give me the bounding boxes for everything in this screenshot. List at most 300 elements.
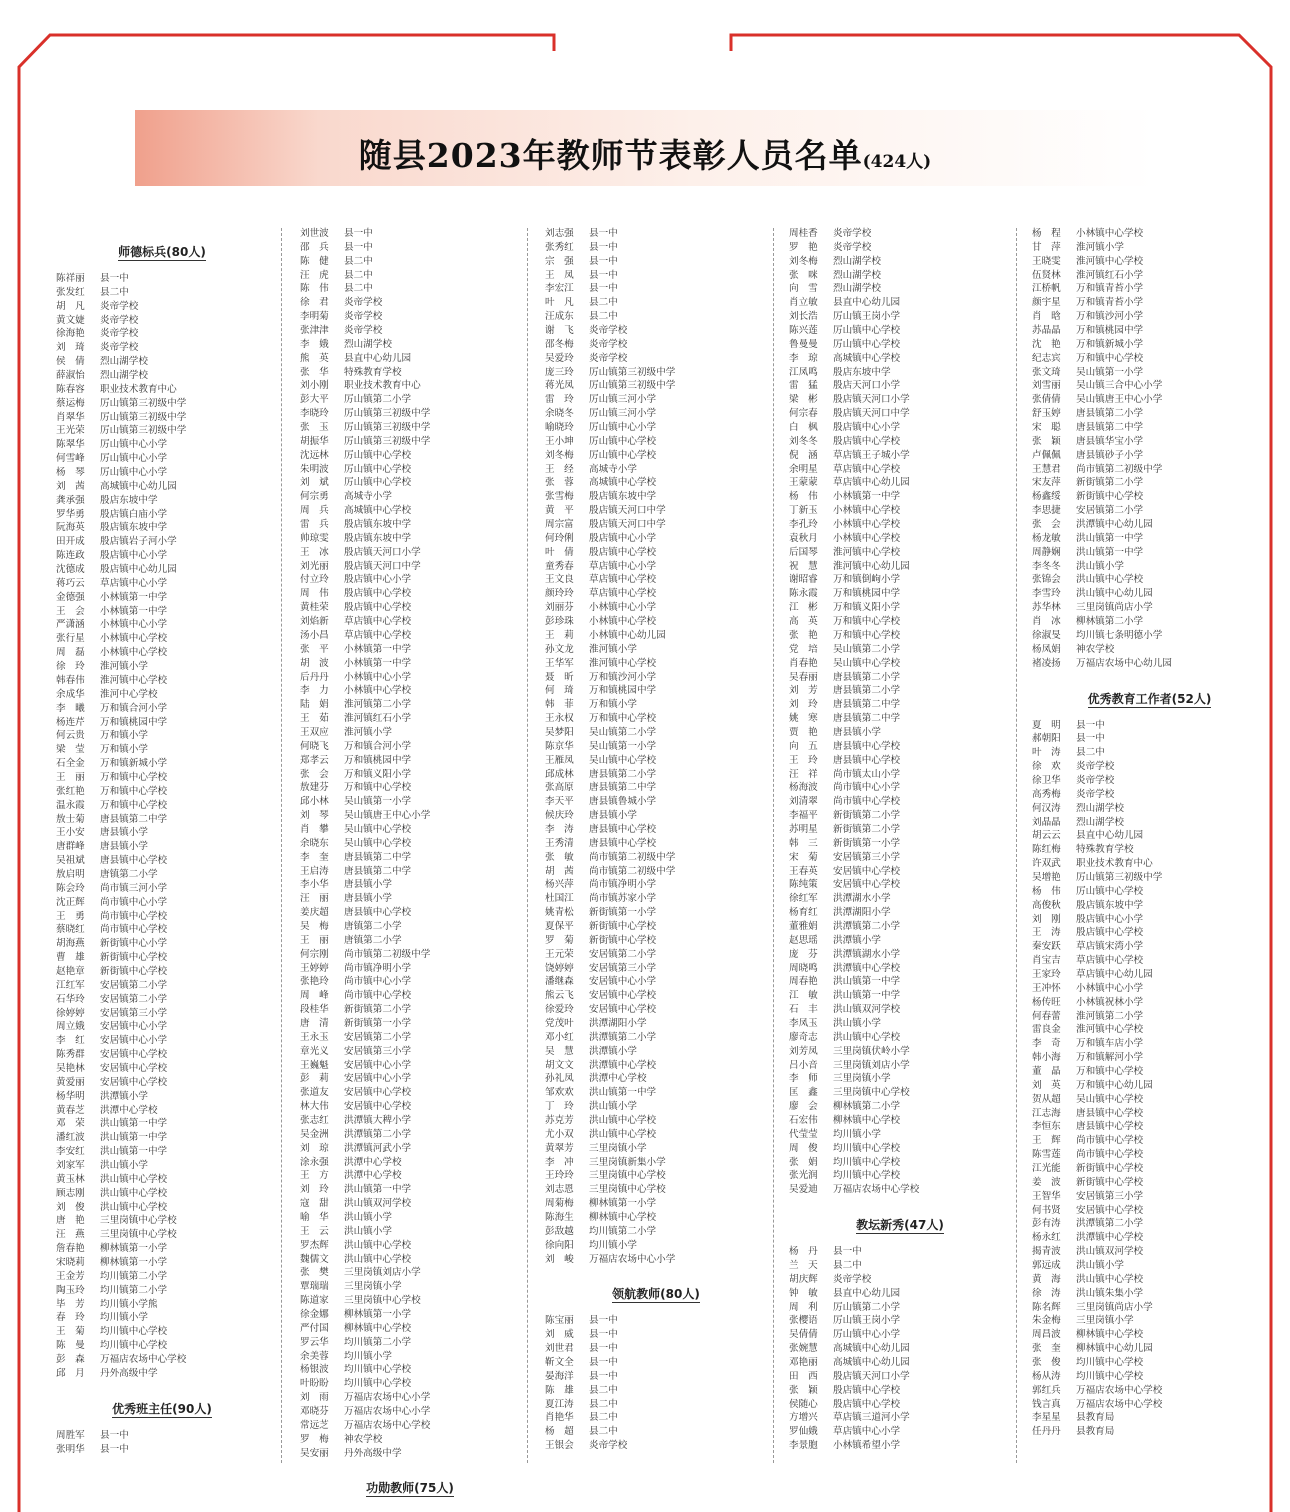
honoree-name: 胡云云 <box>1032 830 1061 842</box>
honoree-school: 小林镇中心学校 <box>833 532 901 544</box>
honoree-school: 小林镇第一中学 <box>344 657 412 669</box>
honoree-row <box>56 1159 268 1173</box>
honoree-row <box>1032 1079 1267 1093</box>
title-count: (424人) <box>862 152 932 172</box>
honoree-row <box>789 671 1011 685</box>
honoree-row <box>56 1228 268 1242</box>
honoree-school: 三里岗镇小学 <box>1076 1315 1134 1327</box>
honoree-school: 厉山镇中心小学 <box>100 439 168 451</box>
honoree-school: 高城镇中心学校 <box>589 477 657 489</box>
honoree-row <box>56 646 268 660</box>
honoree-name: 曹 雄 <box>56 952 85 964</box>
honoree-school: 万和镇中心学校 <box>100 799 168 811</box>
honoree-school: 烈山湖学校 <box>833 283 881 295</box>
honoree-row <box>1032 1356 1267 1370</box>
honoree-name: 张道友 <box>300 1087 329 1099</box>
honoree-name: 何宗刚 <box>300 948 329 960</box>
honoree-school: 吴山镇三合中心小学 <box>1076 380 1163 392</box>
honoree-school: 洪潭镇小学 <box>833 934 881 946</box>
honoree-school: 殷店镇天河口小学 <box>833 394 910 406</box>
honoree-school: 草店镇中心学校 <box>344 629 412 641</box>
column-3 <box>545 227 767 1453</box>
honoree-name: 钱言真 <box>1032 1398 1061 1410</box>
honoree-name: 吴 慧 <box>545 1045 574 1057</box>
honoree-school: 万和镇沙河小学 <box>589 671 657 683</box>
honoree-row <box>1032 476 1267 490</box>
honoree-name: 李 师 <box>789 1073 818 1085</box>
honoree-school: 尚市镇中心学校 <box>344 990 412 1002</box>
honoree-school: 三里岗镇小学 <box>589 1142 647 1154</box>
honoree-name: 龚承强 <box>56 494 85 506</box>
honoree-school: 洪山镇中心学校 <box>344 1253 412 1265</box>
honoree-row <box>789 892 1011 906</box>
honoree-name: 徐 欢 <box>1032 761 1061 773</box>
honoree-school: 殷店镇中心学校 <box>344 588 412 600</box>
honoree-school: 县二中 <box>589 311 618 323</box>
honoree-name: 兰 天 <box>789 1260 818 1272</box>
honoree-name: 肖立敏 <box>789 297 818 309</box>
honoree-row <box>56 480 268 494</box>
honoree-name: 甘 萍 <box>1032 241 1061 253</box>
honoree-row <box>545 407 767 421</box>
honoree-row <box>789 1031 1011 1045</box>
honoree-row <box>56 716 268 730</box>
honoree-row <box>300 920 520 934</box>
honoree-school: 淮河镇中心学校 <box>833 546 901 558</box>
honoree-row <box>1032 241 1267 255</box>
honoree-school: 炎帝学校 <box>100 342 139 354</box>
honoree-school: 厉山镇第三初级中学 <box>1076 871 1163 883</box>
honoree-name: 江 彬 <box>789 602 818 614</box>
honoree-name: 李思捷 <box>1032 505 1061 517</box>
honoree-row <box>545 878 767 892</box>
honoree-row <box>56 1048 268 1062</box>
honoree-name: 邓晓芬 <box>300 1406 329 1418</box>
honoree-school: 小林镇中心小学 <box>100 619 168 631</box>
honoree-school: 洪山镇第一中学 <box>100 1146 168 1158</box>
honoree-row <box>545 476 767 490</box>
honoree-school: 万和镇中心学校 <box>589 713 657 725</box>
honoree-school: 万和镇中心学校 <box>100 785 168 797</box>
honoree-name: 罗 梅 <box>300 1433 329 1445</box>
honoree-name: 张 敏 <box>545 851 574 863</box>
section-header <box>56 1395 268 1423</box>
honoree-school: 厉山镇中心小学 <box>589 422 657 434</box>
honoree-name: 杜国江 <box>545 893 574 905</box>
honoree-row <box>789 1183 1011 1197</box>
honoree-school: 新街镇第二小学 <box>833 810 901 822</box>
honoree-name: 张倩倩 <box>1032 394 1061 406</box>
honoree-row <box>1032 774 1267 788</box>
honoree-row <box>789 241 1011 255</box>
honoree-school: 洪山镇中心学校 <box>589 1115 657 1126</box>
honoree-row <box>56 355 268 369</box>
honoree-row <box>1032 746 1267 760</box>
honoree-name: 胡 凡 <box>56 300 85 312</box>
honoree-row <box>789 768 1011 782</box>
honoree-row <box>56 314 268 328</box>
honoree-name: 倪 涵 <box>789 449 818 461</box>
honoree-name: 王 玲 <box>789 754 818 766</box>
honoree-row <box>56 674 268 688</box>
honoree-row <box>56 1076 268 1090</box>
honoree-school: 洪潭镇中心学校 <box>833 962 901 974</box>
honoree-name: 卢佩佩 <box>1032 449 1061 461</box>
honoree-row <box>789 1287 1011 1301</box>
honoree-name: 邓小红 <box>545 1031 574 1043</box>
honoree-school: 小林镇中心小学 <box>1076 982 1144 994</box>
honoree-row <box>56 1298 268 1312</box>
honoree-school: 洪山镇小学 <box>1076 1260 1124 1272</box>
honoree-name: 宗 强 <box>545 255 574 267</box>
honoree-school: 炎帝学校 <box>344 297 383 309</box>
honoree-school: 唐县镇第二小学 <box>589 768 657 780</box>
honoree-school: 洪山镇中心学校 <box>100 1201 168 1213</box>
honoree-name: 李凤玉 <box>789 1017 818 1029</box>
honoree-name: 雷 兵 <box>300 519 329 531</box>
honoree-row <box>1032 421 1267 435</box>
honoree-name: 张锦会 <box>1032 574 1061 586</box>
honoree-row <box>1032 463 1267 477</box>
honoree-name: 何雪峰 <box>56 453 85 465</box>
honoree-name: 苏克芳 <box>545 1115 574 1126</box>
honoree-row <box>545 1398 767 1412</box>
honoree-name: 杨 伟 <box>1032 885 1061 897</box>
honoree-school: 县一中 <box>100 1429 129 1441</box>
honoree-row <box>789 282 1011 296</box>
honoree-row <box>1032 760 1267 774</box>
honoree-school: 炎帝学校 <box>589 325 628 337</box>
honoree-school: 柳林镇第一小学 <box>100 1257 168 1269</box>
honoree-school: 唐县镇华宝小学 <box>1076 435 1144 447</box>
honoree-school: 唐县镇中心学校 <box>833 754 901 766</box>
honoree-name: 陈会玲 <box>56 882 85 894</box>
honoree-row <box>56 563 268 577</box>
honoree-name: 邱成林 <box>545 768 574 780</box>
honoree-row <box>1032 601 1267 615</box>
honoree-row <box>789 726 1011 740</box>
honoree-school: 殷店镇中心学校 <box>833 1398 901 1410</box>
section-header <box>56 238 268 266</box>
honoree-row <box>300 1308 520 1322</box>
honoree-name: 汪 燕 <box>56 1229 85 1241</box>
honoree-name: 候庆玲 <box>545 810 574 822</box>
honoree-row <box>545 296 767 310</box>
honoree-school: 柳林镇中心学校 <box>1076 1329 1144 1341</box>
honoree-name: 石宏伟 <box>789 1115 818 1126</box>
honoree-school: 炎帝学校 <box>589 352 628 364</box>
honoree-name: 顾志刚 <box>56 1187 85 1199</box>
honoree-name: 靳文全 <box>545 1357 574 1369</box>
honoree-row <box>1032 560 1267 574</box>
honoree-name: 祝 慧 <box>789 560 818 572</box>
honoree-school: 洪山镇小学 <box>833 1017 881 1029</box>
honoree-name: 沈 艳 <box>1032 338 1061 350</box>
honoree-name: 张艳玲 <box>300 976 329 988</box>
honoree-name: 邱小林 <box>300 796 329 808</box>
honoree-row <box>789 352 1011 366</box>
honoree-school: 洪山镇双河学校 <box>833 1004 901 1016</box>
honoree-school: 尚市镇中心学校 <box>100 910 168 922</box>
honoree-name: 汪成东 <box>545 311 574 323</box>
honoree-name: 杨传旺 <box>1032 996 1061 1008</box>
honoree-school: 尚市镇中心学校 <box>1076 1149 1144 1161</box>
honoree-name: 方增兴 <box>789 1412 818 1424</box>
honoree-row <box>300 781 520 795</box>
section-gap <box>1032 671 1267 685</box>
honoree-school: 三里岗镇中心学校 <box>833 1087 910 1099</box>
honoree-row <box>789 1384 1011 1398</box>
honoree-row <box>789 657 1011 671</box>
honoree-row <box>1032 643 1267 657</box>
honoree-school: 万和镇中心学校 <box>344 782 412 794</box>
honoree-name: 严付国 <box>300 1322 329 1334</box>
column-2 <box>300 227 520 1502</box>
honoree-school: 县一中 <box>100 1443 129 1455</box>
honoree-name: 韩小海 <box>1032 1052 1061 1064</box>
honoree-school: 均川镇中心学校 <box>833 1156 901 1168</box>
honoree-name: 王元荣 <box>545 948 574 960</box>
honoree-row <box>545 1003 767 1017</box>
honoree-name: 肖 冰 <box>1032 616 1061 628</box>
honoree-row <box>545 1239 767 1253</box>
honoree-school: 神农学校 <box>1076 643 1115 655</box>
honoree-row <box>300 421 520 435</box>
honoree-school: 厉山镇第三初级中学 <box>589 366 676 378</box>
honoree-row <box>789 684 1011 698</box>
honoree-row <box>56 1214 268 1228</box>
honoree-school: 小林镇中心学校 <box>833 505 901 517</box>
honoree-name: 陈秀群 <box>56 1049 85 1061</box>
honoree-row <box>56 882 268 896</box>
honoree-name: 江桥帆 <box>1032 283 1061 295</box>
honoree-row <box>789 421 1011 435</box>
honoree-name: 刘 琦 <box>56 342 85 354</box>
honoree-school: 淮河镇红石小学 <box>1076 269 1144 281</box>
honoree-name: 徐海艳 <box>56 328 85 340</box>
honoree-row <box>1032 1134 1267 1148</box>
honoree-row <box>56 1311 268 1325</box>
honoree-school: 县二中 <box>344 269 373 281</box>
honoree-school: 殷店镇中心小学 <box>589 532 657 544</box>
honoree-school: 厉山镇中心学校 <box>589 449 657 461</box>
honoree-name: 廖 会 <box>789 1101 818 1113</box>
honoree-row <box>300 449 520 463</box>
honoree-school: 万和镇新城小学 <box>1076 338 1144 350</box>
honoree-name: 李宏江 <box>545 283 574 295</box>
honoree-name: 韩 菲 <box>545 699 574 711</box>
honoree-name: 熊云飞 <box>545 990 574 1002</box>
honoree-school: 县二中 <box>833 1260 862 1272</box>
honoree-name: 王智华 <box>1032 1190 1061 1202</box>
honoree-name: 陈翠华 <box>56 439 85 451</box>
honoree-school: 万福店农场中心小学 <box>589 1253 676 1265</box>
honoree-school: 均川镇中心学校 <box>1076 1357 1144 1369</box>
honoree-row <box>1032 1231 1267 1245</box>
honoree-name: 詹春艳 <box>56 1243 85 1255</box>
honoree-name: 唐 清 <box>300 1017 329 1029</box>
honoree-row <box>545 560 767 574</box>
honoree-school: 职业技术教育中心 <box>344 380 421 392</box>
honoree-row <box>545 1314 767 1328</box>
honoree-school: 均川镇中心学校 <box>344 1364 412 1376</box>
honoree-name: 刘 威 <box>545 1329 574 1341</box>
honoree-row <box>789 407 1011 421</box>
honoree-name: 张秀红 <box>545 241 574 253</box>
honoree-row <box>789 1398 1011 1412</box>
honoree-name: 张 平 <box>300 643 329 655</box>
honoree-name: 苏华林 <box>1032 602 1061 614</box>
honoree-name: 叶盼盼 <box>300 1378 329 1390</box>
honoree-school: 万和镇中心学校 <box>100 771 168 783</box>
honoree-row <box>789 1100 1011 1114</box>
honoree-row <box>545 823 767 837</box>
honoree-name: 覃瑞瑞 <box>300 1281 329 1293</box>
honoree-row <box>300 490 520 504</box>
honoree-row <box>789 1273 1011 1287</box>
honoree-row <box>300 393 520 407</box>
honoree-name: 张 玉 <box>300 422 329 434</box>
honoree-name: 吴爱玲 <box>545 352 574 364</box>
honoree-name: 梁 莹 <box>56 744 85 756</box>
honoree-school: 唐县镇小学 <box>589 810 637 822</box>
honoree-school: 万和镇中心学校 <box>1076 352 1144 364</box>
honoree-school: 淮河镇第二小学 <box>344 699 412 711</box>
honoree-row <box>1032 816 1267 830</box>
honoree-school: 安居镇中心学校 <box>100 1062 168 1074</box>
honoree-row <box>789 1156 1011 1170</box>
honoree-school: 县一中 <box>1076 719 1105 731</box>
honoree-name: 何汉涛 <box>1032 802 1061 814</box>
honoree-name: 吴倩倩 <box>789 1329 818 1341</box>
honoree-name: 胡 茜 <box>545 865 574 877</box>
honoree-row <box>545 1370 767 1384</box>
honoree-school: 洪山镇中心学校 <box>833 1031 901 1043</box>
honoree-row <box>300 712 520 726</box>
honoree-school: 草店镇中心小学 <box>833 1426 901 1438</box>
honoree-school: 县教育局 <box>1076 1412 1115 1424</box>
honoree-name: 揭青波 <box>1032 1246 1061 1258</box>
honoree-school: 殷店镇天河口小学 <box>344 546 421 558</box>
honoree-name: 钟 敏 <box>789 1287 818 1299</box>
honoree-name: 陈道家 <box>300 1295 329 1307</box>
honoree-row <box>545 906 767 920</box>
honoree-row <box>545 1183 767 1197</box>
honoree-row <box>300 1086 520 1100</box>
title-banner <box>135 110 1155 186</box>
honoree-name: 王启涛 <box>300 865 329 877</box>
honoree-row <box>56 591 268 605</box>
honoree-row <box>545 837 767 851</box>
honoree-school: 唐县镇鲁城小学 <box>589 796 657 808</box>
honoree-row <box>545 851 767 865</box>
honoree-name: 张 会 <box>300 768 329 780</box>
honoree-school: 草店镇中心学校 <box>1076 955 1144 967</box>
honoree-row <box>56 438 268 452</box>
honoree-row <box>789 504 1011 518</box>
honoree-name: 刘世波 <box>300 228 329 239</box>
honoree-name: 张高原 <box>545 782 574 794</box>
honoree-name: 白 枫 <box>789 422 818 434</box>
honoree-row <box>300 975 520 989</box>
honoree-school: 县一中 <box>589 1343 618 1355</box>
honoree-name: 褚凌扬 <box>1032 657 1061 669</box>
honoree-school: 县二中 <box>344 283 373 295</box>
honoree-row <box>1032 1037 1267 1051</box>
honoree-row <box>545 629 767 643</box>
honoree-row <box>789 1045 1011 1059</box>
section-header-text: 领航教师(80人) <box>612 1287 700 1302</box>
honoree-row <box>545 352 767 366</box>
honoree-row <box>545 948 767 962</box>
honoree-school: 吴山镇唐王中心小学 <box>344 810 431 822</box>
honoree-row <box>1032 1190 1267 1204</box>
honoree-row <box>545 241 767 255</box>
honoree-school: 厉山镇第三初级中学 <box>589 380 676 392</box>
honoree-row <box>545 1156 767 1170</box>
honoree-name: 郝朝阳 <box>1032 733 1061 745</box>
honoree-name: 刘丽芬 <box>545 602 574 614</box>
honoree-name: 夏保平 <box>545 920 574 932</box>
honoree-name: 吴增艳 <box>1032 871 1061 883</box>
honoree-row <box>1032 1273 1267 1287</box>
honoree-name: 后丹丹 <box>300 671 329 683</box>
honoree-school: 殷店镇中心小学 <box>100 550 168 562</box>
honoree-name: 杨 超 <box>545 1426 574 1438</box>
honoree-name: 张 颖 <box>789 1384 818 1396</box>
honoree-name: 毕 芳 <box>56 1298 85 1310</box>
honoree-name: 汤小昌 <box>300 629 329 641</box>
honoree-name: 王家玲 <box>1032 968 1061 980</box>
honoree-row <box>56 868 268 882</box>
honoree-row <box>56 1145 268 1159</box>
honoree-row <box>789 476 1011 490</box>
honoree-name: 李小华 <box>300 879 329 891</box>
honoree-school: 新街镇第一小学 <box>833 837 901 849</box>
honoree-row <box>545 657 767 671</box>
honoree-school: 洪潭镇中心学校 <box>589 1059 657 1071</box>
honoree-name: 李星星 <box>1032 1412 1061 1424</box>
honoree-name: 周昌波 <box>1032 1329 1061 1341</box>
honoree-name: 常远芝 <box>300 1419 329 1431</box>
honoree-school: 高城镇中心学校 <box>344 505 412 517</box>
honoree-school: 厉山镇第三初级中学 <box>100 411 187 423</box>
honoree-school: 唐县镇中心学校 <box>1076 1121 1144 1133</box>
honoree-school: 新街镇第一小学 <box>589 907 657 919</box>
honoree-name: 赵思瑶 <box>789 934 818 946</box>
honoree-row <box>56 743 268 757</box>
honoree-row <box>789 823 1011 837</box>
honoree-name: 侯 倩 <box>56 356 85 368</box>
honoree-name: 刘雪丽 <box>1032 380 1061 392</box>
honoree-school: 尚市镇第二初级中学 <box>344 948 431 960</box>
honoree-name: 刘焰新 <box>300 616 329 628</box>
honoree-row <box>545 754 767 768</box>
honoree-name: 刘 雨 <box>300 1392 329 1404</box>
honoree-name: 蒋光凤 <box>545 380 574 392</box>
honoree-row <box>789 1411 1011 1425</box>
honoree-school: 均川镇小学熊 <box>100 1298 158 1310</box>
honoree-row <box>1032 1217 1267 1231</box>
honoree-name: 陈 伟 <box>300 283 329 295</box>
honoree-name: 魏儒文 <box>300 1253 329 1265</box>
honoree-name: 黄翠芳 <box>545 1142 574 1154</box>
honoree-name: 杨鑫绥 <box>1032 491 1061 503</box>
honoree-row <box>545 227 767 241</box>
honoree-row <box>56 1020 268 1034</box>
honoree-row <box>1032 657 1267 671</box>
honoree-name: 夏 明 <box>1032 719 1061 731</box>
